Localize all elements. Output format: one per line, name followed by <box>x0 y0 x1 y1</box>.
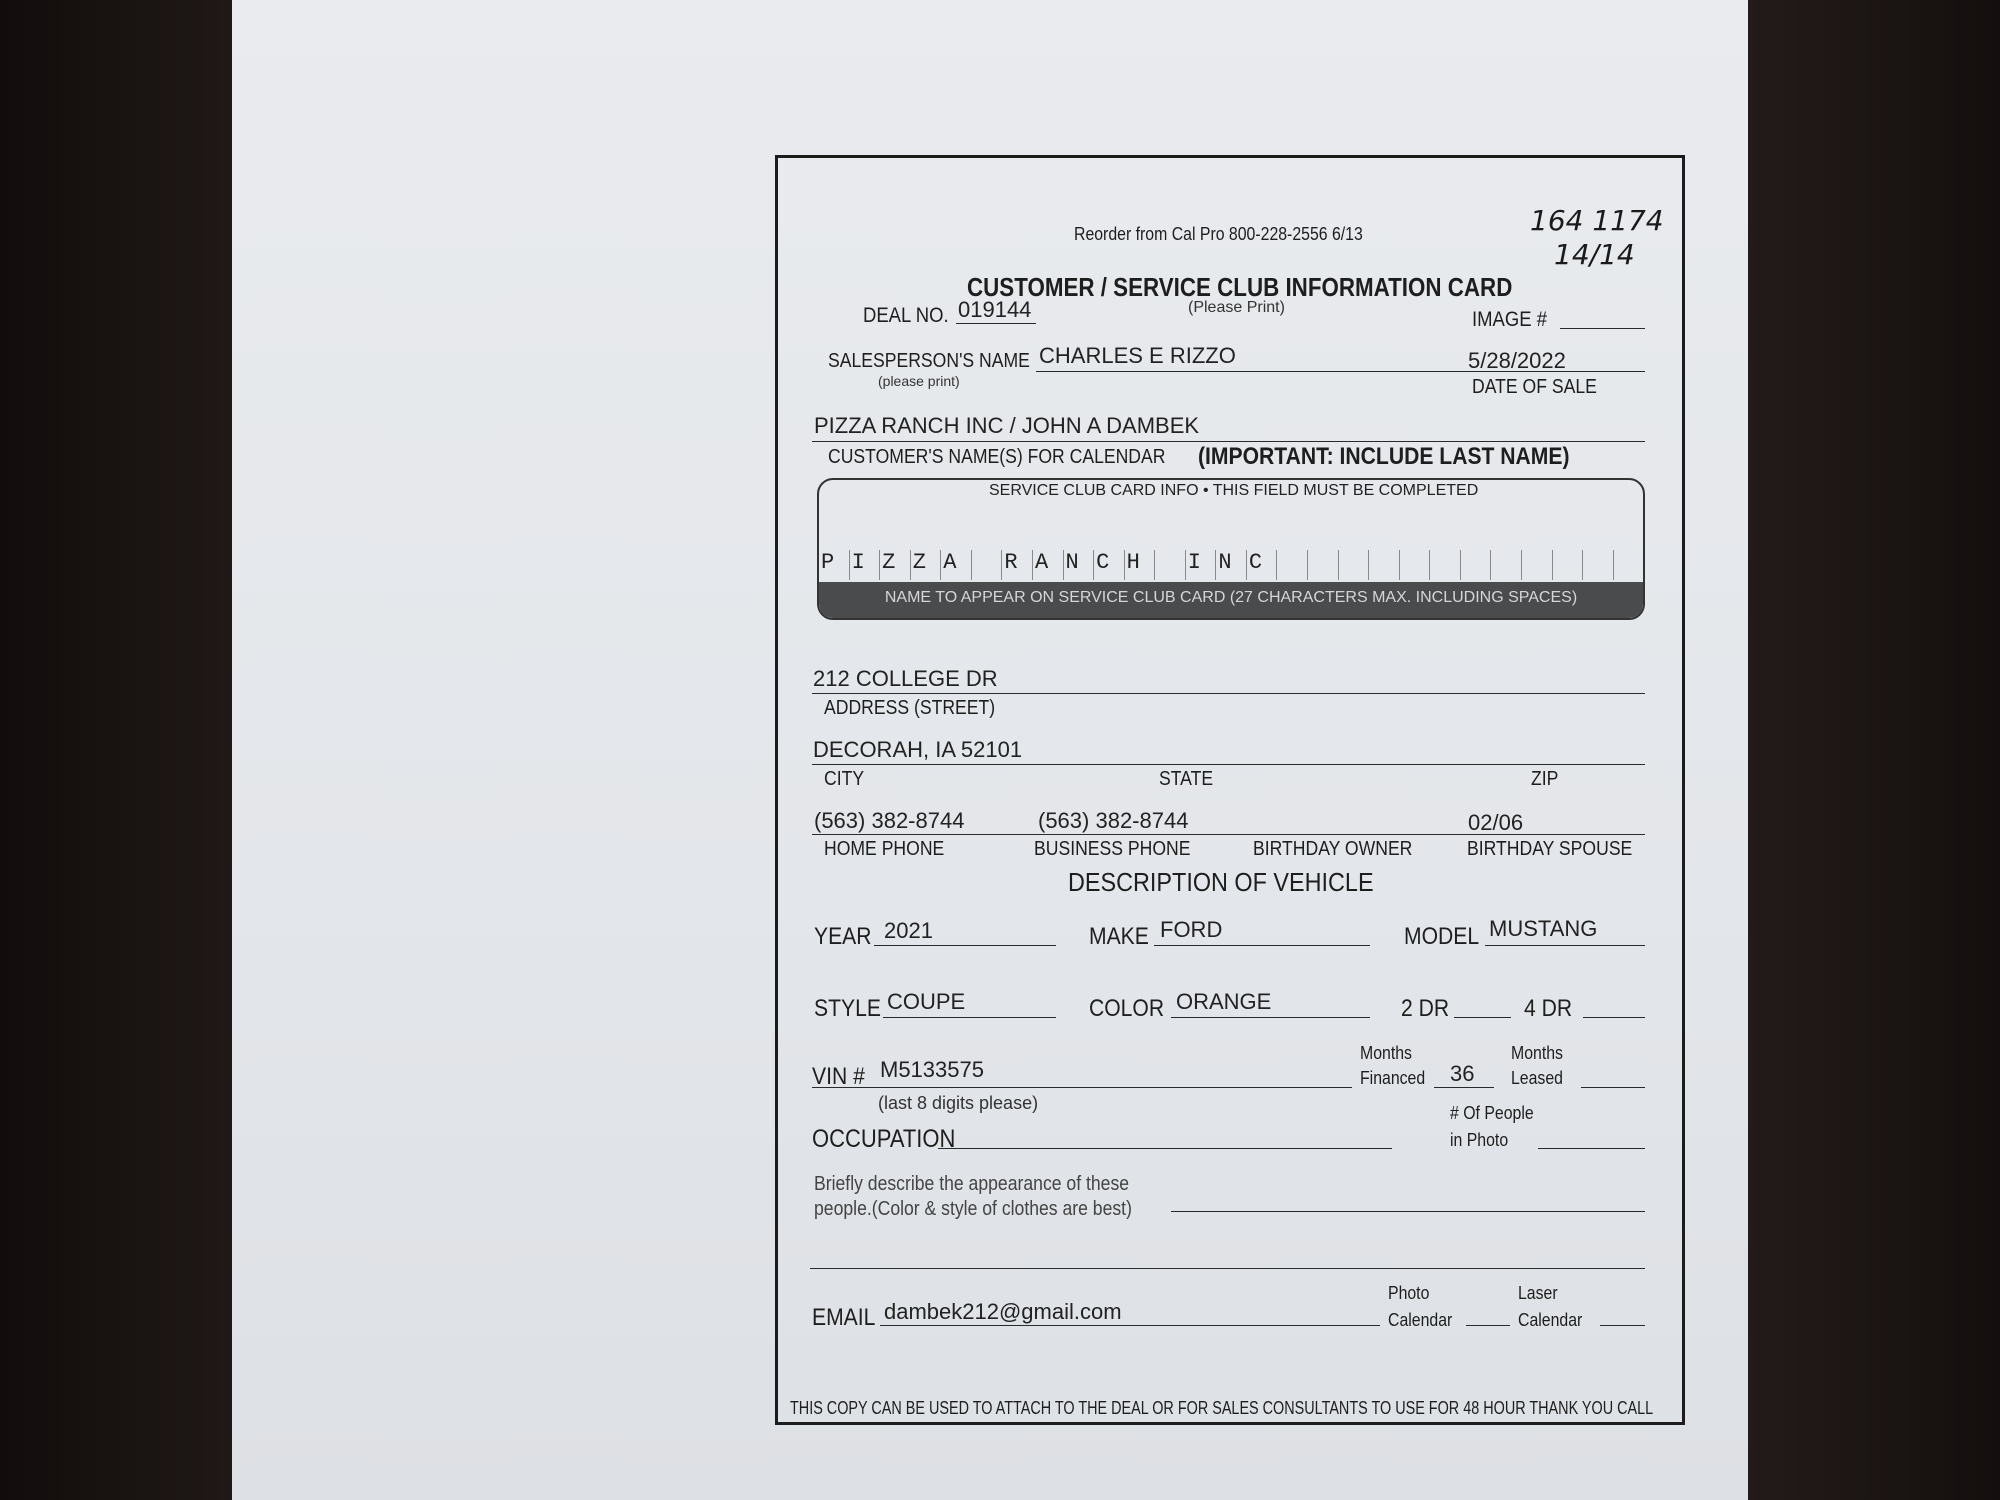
service-club-char-cell <box>1522 550 1553 580</box>
background-right <box>1748 0 2000 1500</box>
customer-name-label: CUSTOMER'S NAME(S) FOR CALENDAR <box>828 446 1166 468</box>
months-value: 36 <box>1450 1061 1475 1086</box>
months-leased-label-top: Months <box>1511 1043 1563 1063</box>
service-club-char-cell: Z <box>880 550 911 580</box>
service-club-char-cell <box>1583 550 1614 580</box>
service-club-char-cell <box>972 550 1003 580</box>
service-club-footer-bar <box>819 582 1643 618</box>
service-club-char-cell: A <box>941 550 972 580</box>
style-value: COUPE <box>887 989 966 1014</box>
handwritten-fraction: 14/14 <box>1554 238 1635 271</box>
service-club-footer-text: NAME TO APPEAR ON SERVICE CLUB CARD (27 CHARACTERS MAX. INCLUDING SPACES) <box>884 589 1578 606</box>
people-in-photo-label-top: # Of People <box>1450 1103 1534 1123</box>
background-left <box>0 0 232 1500</box>
footer-note: THIS COPY CAN BE USED TO ATTACH TO THE DEAL OR FOR SALES CONSULTANTS TO USE FOR 48 HOUR THANK YOU CALL <box>790 1398 1654 1418</box>
service-club-char-cell: Z <box>911 550 942 580</box>
service-club-char-cell: C <box>1247 550 1278 580</box>
service-club-char-cell <box>1461 550 1492 580</box>
service-club-char-cell: N <box>1216 550 1247 580</box>
months-leased-label-bottom: Leased <box>1511 1068 1563 1088</box>
vehicle-heading: DESCRIPTION OF VEHICLE <box>1068 867 1374 897</box>
vin-label: VIN # <box>812 1063 865 1090</box>
deal-no-value: 019144 <box>958 297 1032 322</box>
information-card <box>775 155 1685 1425</box>
year-label: YEAR <box>814 923 872 950</box>
service-club-char-cell <box>1155 550 1186 580</box>
street-value: 212 COLLEGE DR <box>813 666 998 691</box>
birthday-spouse-value: 02/06 <box>1468 810 1524 835</box>
service-club-char-cell <box>1369 550 1400 580</box>
describe-line-2: people.(Color & style of clothes are best) <box>814 1198 1132 1220</box>
service-club-char-cell <box>1430 550 1461 580</box>
service-club-char-cell <box>1339 550 1370 580</box>
service-club-header: SERVICE CLUB CARD INFO • THIS FIELD MUST BE COMPLETED <box>989 482 1479 499</box>
make-value: FORD <box>1160 917 1223 942</box>
style-label: STYLE <box>814 995 881 1022</box>
service-club-char-cell: R <box>1002 550 1033 580</box>
birthday-spouse-label: BIRTHDAY SPOUSE <box>1467 838 1633 860</box>
service-club-char-cell <box>1400 550 1431 580</box>
service-club-char-cell <box>1553 550 1584 580</box>
photo-calendar-label-top: Photo <box>1388 1283 1430 1303</box>
service-club-char-cell: I <box>850 550 881 580</box>
handwritten-number: 164 1174 <box>1530 204 1664 237</box>
salesperson-hint: (please print) <box>878 373 960 389</box>
state-label: STATE <box>1159 768 1214 790</box>
year-value: 2021 <box>884 918 933 943</box>
two-door-label: 2 DR <box>1401 995 1450 1022</box>
model-label: MODEL <box>1404 923 1480 950</box>
describe-line-1: Briefly describe the appearance of these <box>814 1173 1130 1195</box>
service-club-char-cell: C <box>1094 550 1125 580</box>
paper-sheet <box>232 0 1748 1500</box>
birthday-owner-label: BIRTHDAY OWNER <box>1253 838 1413 860</box>
reorder-note: Reorder from Cal Pro 800-228-2556 6/13 <box>1074 224 1363 244</box>
color-label: COLOR <box>1089 995 1165 1022</box>
service-club-box <box>817 478 1645 620</box>
people-in-photo-label-bottom: in Photo <box>1450 1130 1509 1150</box>
home-phone-value: (563) 382-8744 <box>814 808 965 833</box>
laser-calendar-label-top: Laser <box>1518 1283 1558 1303</box>
service-club-char-cell: P <box>819 550 850 580</box>
service-club-character-grid <box>819 546 1643 580</box>
date-of-sale-value: 5/28/2022 <box>1468 348 1566 373</box>
salesperson-label: SALESPERSON'S NAME <box>828 350 1030 372</box>
service-club-char-cell <box>1614 550 1644 580</box>
image-no-label: IMAGE # <box>1472 308 1547 331</box>
service-club-char-cell: I <box>1186 550 1217 580</box>
service-club-char-cell: H <box>1125 550 1156 580</box>
service-club-char-cell <box>1308 550 1339 580</box>
photo-calendar-label-bottom: Calendar <box>1388 1310 1453 1330</box>
customer-name-value: PIZZA RANCH INC / JOHN A DAMBEK <box>814 413 1200 438</box>
vin-value: M5133575 <box>880 1057 984 1082</box>
months-financed-label-bottom: Financed <box>1360 1068 1426 1088</box>
laser-calendar-label-bottom: Calendar <box>1518 1310 1583 1330</box>
date-of-sale-label: DATE OF SALE <box>1472 376 1597 398</box>
salesperson-value: CHARLES E RIZZO <box>1039 343 1236 368</box>
email-label: EMAIL <box>812 1304 876 1331</box>
home-phone-label: HOME PHONE <box>824 838 945 860</box>
city-label: CITY <box>824 768 865 790</box>
model-value: MUSTANG <box>1489 916 1598 941</box>
service-club-char-cell <box>1277 550 1308 580</box>
email-value: dambek212@gmail.com <box>884 1299 1122 1324</box>
business-phone-value: (563) 382-8744 <box>1038 808 1189 833</box>
street-label: ADDRESS (STREET) <box>824 697 996 719</box>
color-value: ORANGE <box>1176 989 1272 1014</box>
service-club-char-cell: A <box>1033 550 1064 580</box>
important-note: (IMPORTANT: INCLUDE LAST NAME) <box>1198 443 1570 470</box>
occupation-label: OCCUPATION <box>812 1125 956 1153</box>
four-door-label: 4 DR <box>1524 995 1573 1022</box>
service-club-char-cell <box>1491 550 1522 580</box>
please-print-note: (Please Print) <box>1188 299 1285 316</box>
vin-hint: (last 8 digits please) <box>878 1093 1039 1113</box>
city-value: DECORAH, IA 52101 <box>813 737 1023 762</box>
business-phone-label: BUSINESS PHONE <box>1034 838 1191 860</box>
form-title: CUSTOMER / SERVICE CLUB INFORMATION CARD <box>967 272 1513 302</box>
service-club-char-cell: N <box>1064 550 1095 580</box>
months-financed-label-top: Months <box>1360 1043 1412 1063</box>
zip-label: ZIP <box>1531 768 1559 790</box>
make-label: MAKE <box>1089 923 1149 950</box>
deal-no-label: DEAL NO. <box>863 304 949 327</box>
